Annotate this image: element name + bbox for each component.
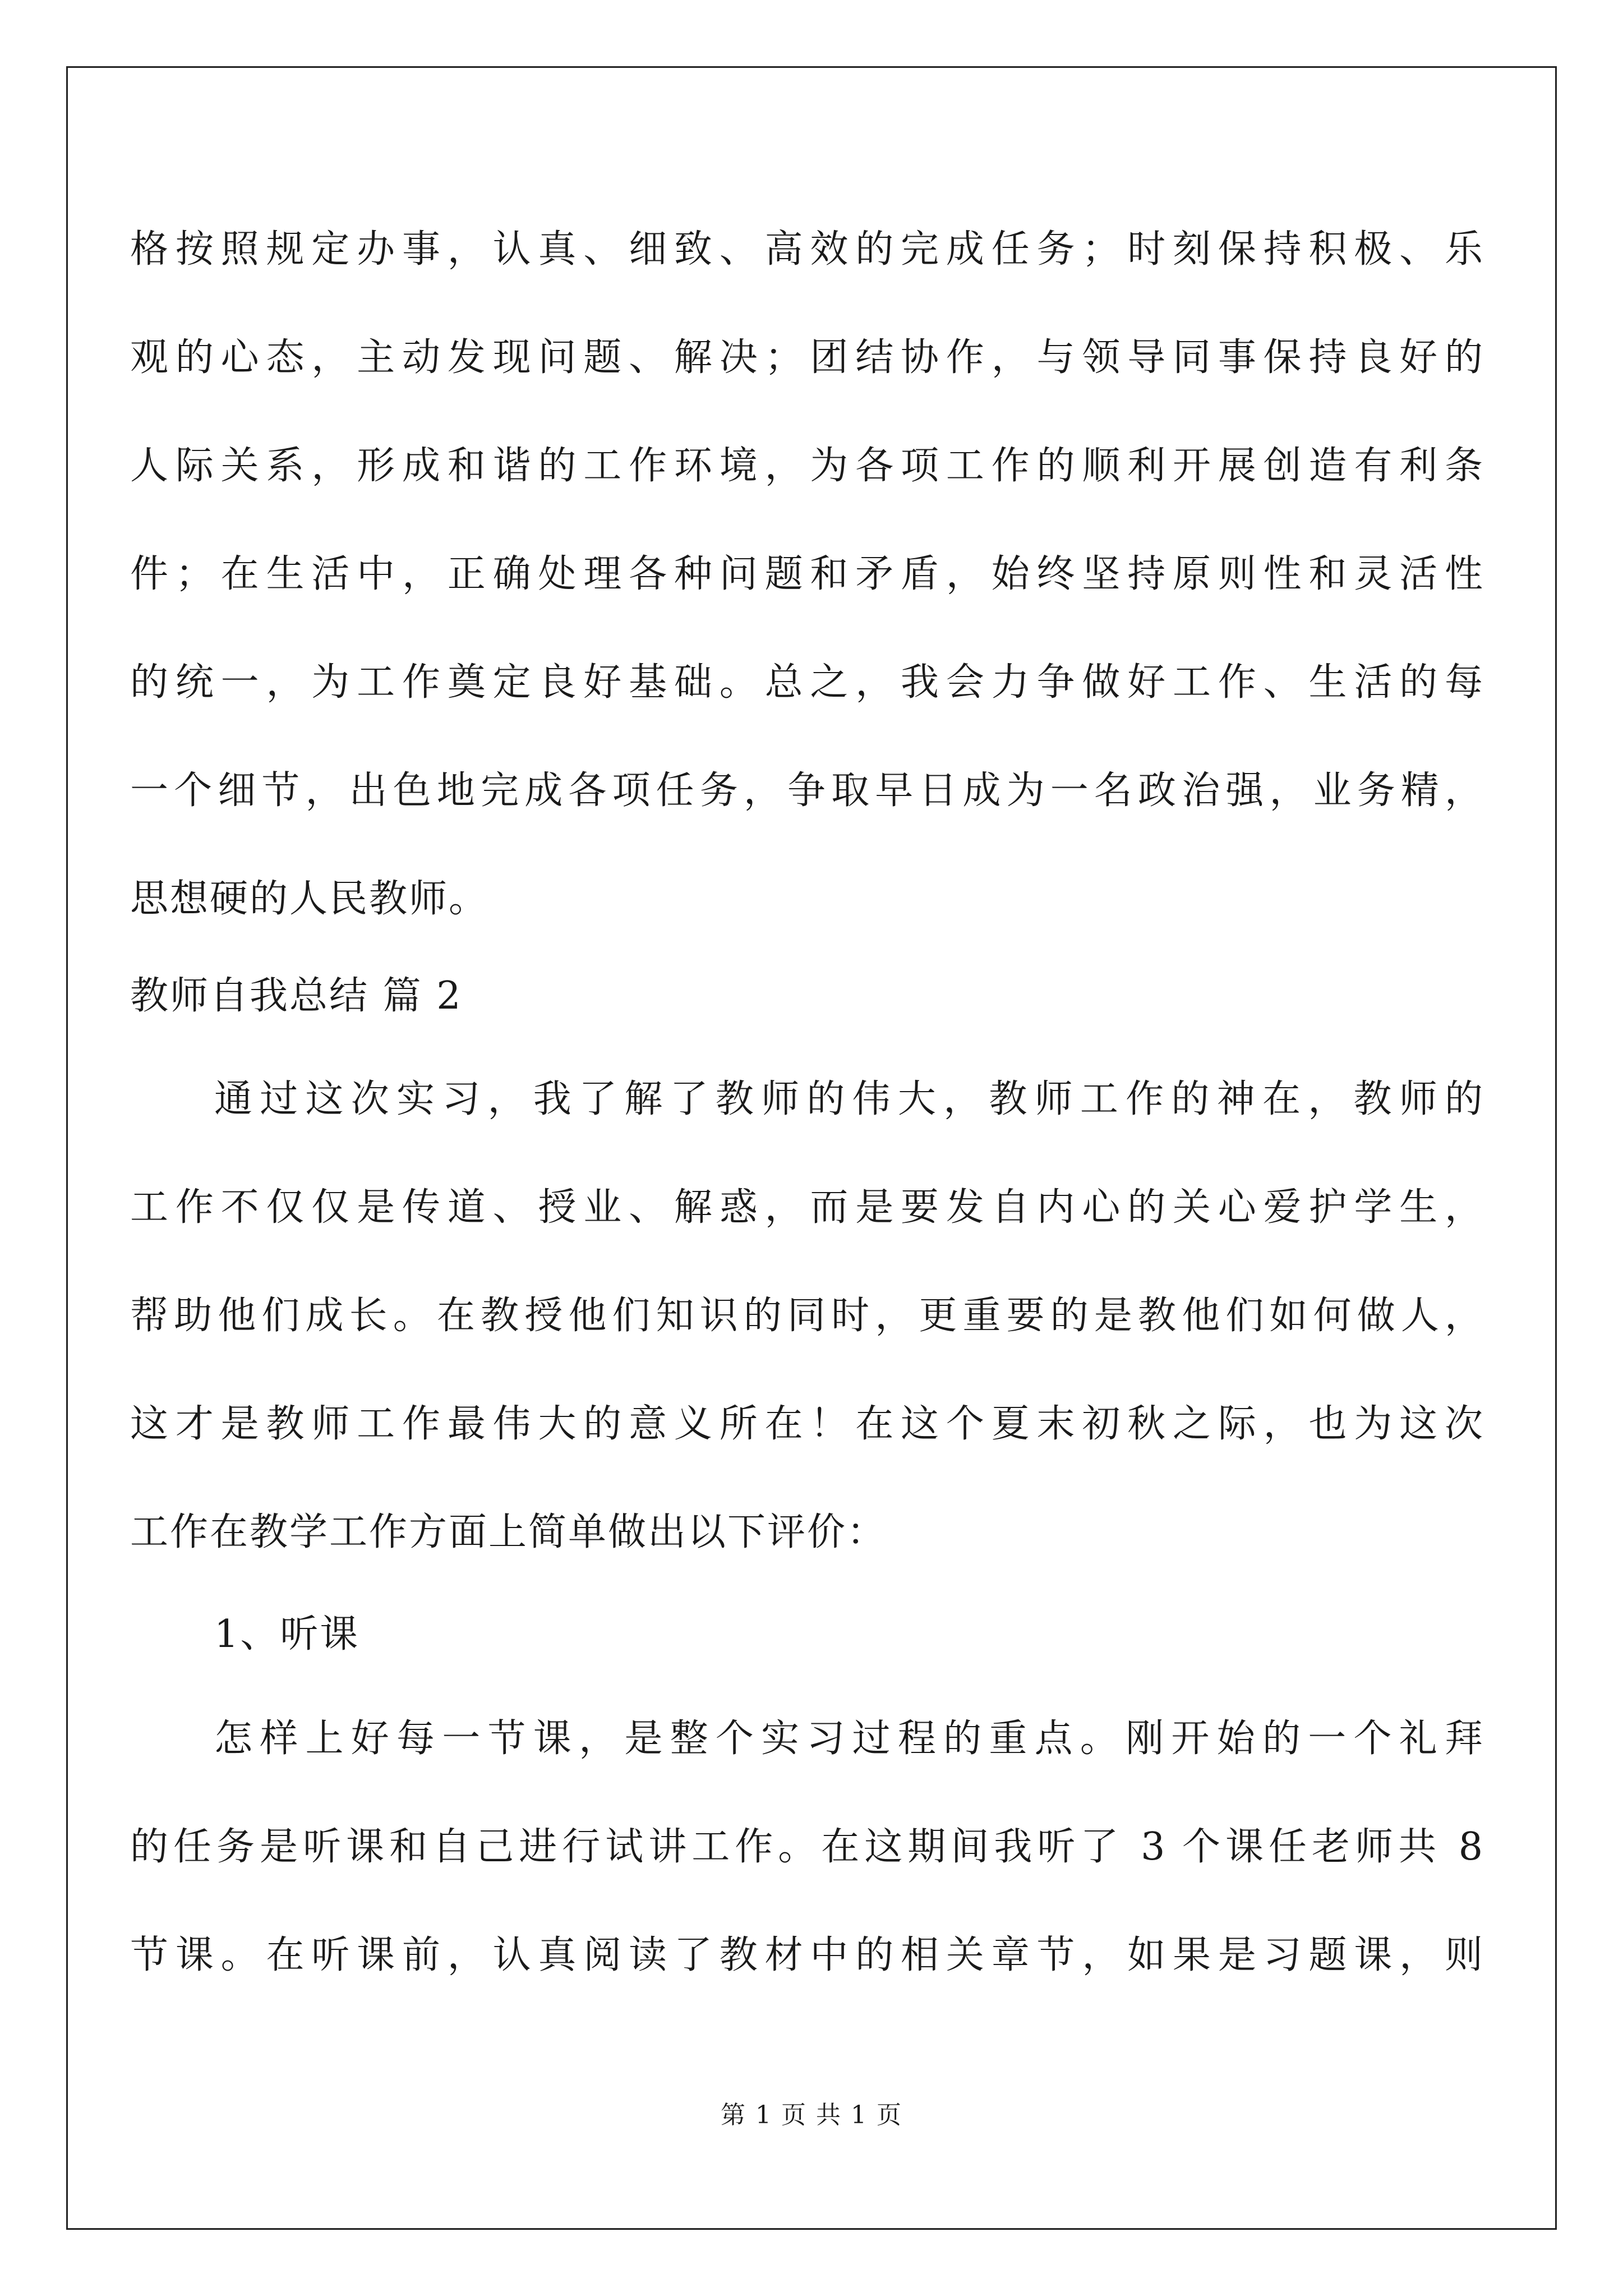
paragraph-line: 这才是教师工作最伟大的意义所在！在这个夏末初秋之际，也为这次: [130, 1402, 1483, 1446]
paragraph-line: 格按照规定办事，认真、细致、高效的完成任务；时刻保持积极、乐: [130, 227, 1483, 272]
section-heading: 教师自我总结 篇 2: [130, 974, 463, 1018]
paragraph-line: 帮助他们成长。在教授他们知识的同时，更重要的是教他们如何做人，: [130, 1294, 1483, 1338]
paragraph-line: 的统一，为工作奠定良好基础。总之，我会力争做好工作、生活的每: [130, 660, 1483, 705]
page-border: [66, 66, 1557, 2230]
paragraph-line: 人际关系，形成和谐的工作环境，为各项工作的顺利开展创造有利条: [130, 444, 1483, 488]
paragraph-line: 件；在生活中，正确处理各种问题和矛盾，始终坚持原则性和灵活性: [130, 552, 1483, 596]
paragraph-line: 的任务是听课和自己进行试讲工作。在这期间我听了 3 个课任老师共 8: [130, 1825, 1483, 1869]
paragraph-line: 观的心态，主动发现问题、解决；团结协作，与领导同事保持良好的: [130, 335, 1483, 380]
paragraph-line: 节课。在听课前，认真阅读了教材中的相关章节，如果是习题课，则: [130, 1933, 1483, 1977]
paragraph-line: 通过这次实习，我了解了教师的伟大，教师工作的神在，教师的: [214, 1077, 1483, 1121]
page-number-footer: 第 1 页 共 1 页: [721, 2101, 902, 2129]
paragraph-line: 思想硬的人民教师。: [130, 877, 489, 921]
paragraph-line: 怎样上好每一节课，是整个实习过程的重点。刚开始的一个礼拜: [214, 1717, 1483, 1761]
list-item-heading: 1、听课: [214, 1612, 360, 1657]
paragraph-line: 一个细节，出色地完成各项任务，争取早日成为一名政治强，业务精，: [130, 769, 1483, 813]
paragraph-line: 工作在教学工作方面上简单做出以下评价：: [130, 1510, 887, 1554]
paragraph-line: 工作不仅仅是传道、授业、解惑，而是要发自内心的关心爱护学生，: [130, 1185, 1483, 1230]
